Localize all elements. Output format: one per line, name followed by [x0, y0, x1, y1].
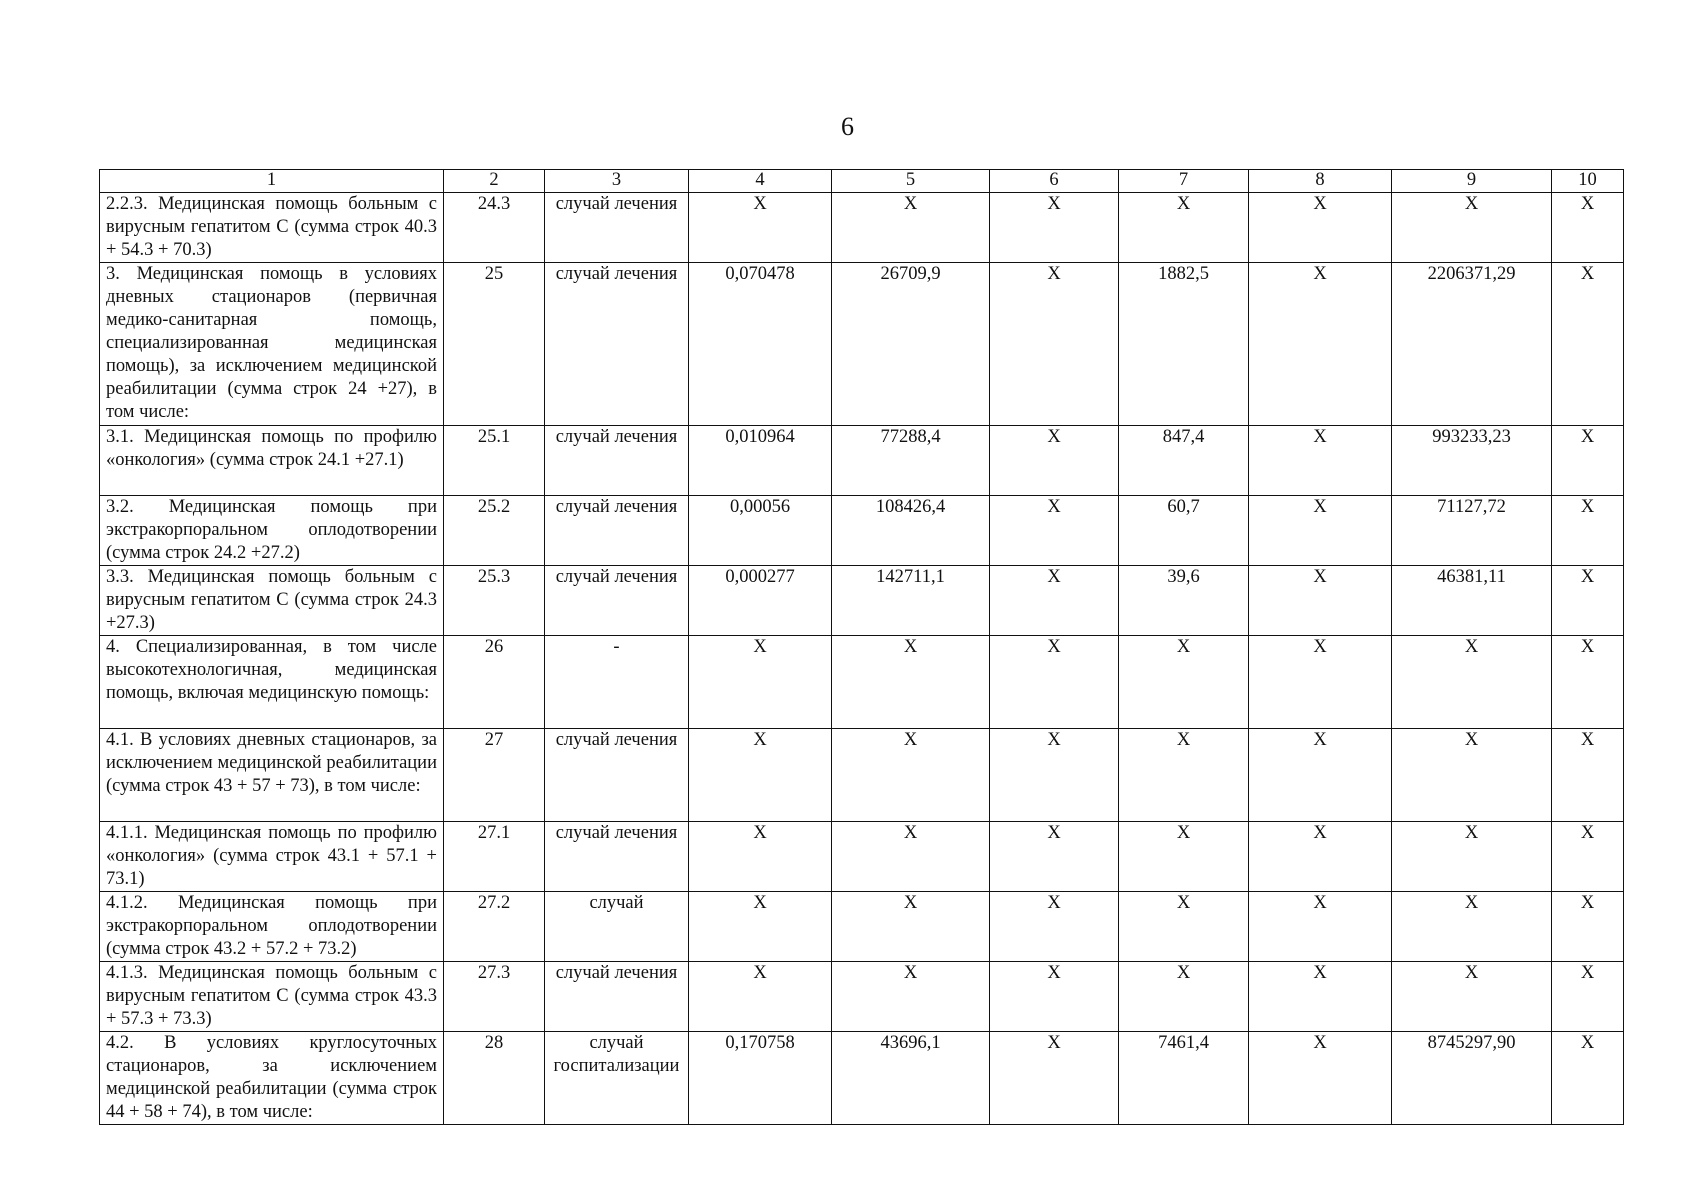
cell-col5: X — [832, 193, 990, 263]
table-row — [100, 822, 1624, 892]
cell-col4: 0,000277 — [689, 566, 832, 636]
row-code: 25.2 — [444, 496, 545, 566]
row-description: 3.3. Медицинская помощь больным с вирусным гепатитом С (сумма строк 24.3 +27.3) — [100, 566, 444, 636]
cell-col8: X — [1249, 263, 1392, 426]
cell-col8: X — [1249, 962, 1392, 1032]
column-header: 2 — [444, 170, 545, 193]
cell-col7: X — [1119, 636, 1249, 729]
cell-col9: X — [1392, 636, 1552, 729]
row-code: 27.1 — [444, 822, 545, 892]
cell-col9: 993233,23 — [1392, 426, 1552, 496]
cell-col8: X — [1249, 636, 1392, 729]
cell-col10: X — [1552, 1032, 1624, 1125]
column-header: 4 — [689, 170, 832, 193]
cell-col10: X — [1552, 822, 1624, 892]
cell-col8: X — [1249, 496, 1392, 566]
row-description: 4.1.3. Медицинская помощь больным с вирусным гепатитом С (сумма строк 43.3 + 57.3 + 73.3) — [100, 962, 444, 1032]
cell-col6: X — [990, 263, 1119, 426]
cell-col5: X — [832, 636, 990, 729]
cell-col7: X — [1119, 892, 1249, 962]
cell-col4: X — [689, 892, 832, 962]
row-unit: случай лечения — [545, 193, 689, 263]
row-description: 4.1.1. Медицинская помощь по профилю «онкология» (сумма строк 43.1 + 57.1 + 73.1) — [100, 822, 444, 892]
cell-col9: 8745297,90 — [1392, 1032, 1552, 1125]
cell-col5: X — [832, 729, 990, 822]
cell-col6: X — [990, 822, 1119, 892]
cell-col10: X — [1552, 636, 1624, 729]
cell-col6: X — [990, 636, 1119, 729]
cell-col9: 2206371,29 — [1392, 263, 1552, 426]
cell-col10: X — [1552, 729, 1624, 822]
cell-col4: 0,170758 — [689, 1032, 832, 1125]
cell-col9: X — [1392, 729, 1552, 822]
cell-col10: X — [1552, 263, 1624, 426]
cell-col7: X — [1119, 729, 1249, 822]
cell-col10: X — [1552, 426, 1624, 496]
cell-col7: 847,4 — [1119, 426, 1249, 496]
table-row — [100, 496, 1624, 566]
cell-col6: X — [990, 193, 1119, 263]
cell-col5: X — [832, 822, 990, 892]
row-description: 4.2. В условиях круглосуточных стационаров, за исключением медицинской реабилитации (сумма строк 44 + 58 + 74), в том числе: — [100, 1032, 444, 1125]
cell-col7: 7461,4 — [1119, 1032, 1249, 1125]
cell-col9: X — [1392, 892, 1552, 962]
table-row — [100, 566, 1624, 636]
row-description: 3. Медицинская помощь в условиях дневных стационаров (первичная медико-санитарная помощь, специализированная медицинская помощь), за исключением медицинской реабилитации (сумма строк 24 +27), в том числе: — [100, 263, 444, 426]
row-description: 3.1. Медицинская помощь по профилю «онкология» (сумма строк 24.1 +27.1) — [100, 426, 444, 496]
cell-col8: X — [1249, 892, 1392, 962]
page-number: 6 — [841, 112, 854, 141]
row-code: 27 — [444, 729, 545, 822]
cell-col5: 108426,4 — [832, 496, 990, 566]
cell-col9: X — [1392, 193, 1552, 263]
row-unit: случай — [545, 892, 689, 962]
cell-col10: X — [1552, 962, 1624, 1032]
cell-col8: X — [1249, 426, 1392, 496]
cell-col5: 77288,4 — [832, 426, 990, 496]
column-header: 1 — [100, 170, 444, 193]
cell-col9: 46381,11 — [1392, 566, 1552, 636]
table-row — [100, 263, 1624, 426]
column-header: 10 — [1552, 170, 1624, 193]
cell-col9: X — [1392, 962, 1552, 1032]
cell-col4: X — [689, 822, 832, 892]
row-unit: случай лечения — [545, 426, 689, 496]
row-description: 4.1. В условиях дневных стационаров, за исключением медицинской реабилитации (сумма строк 43 + 57 + 73), в том числе: — [100, 729, 444, 822]
row-description: 4.1.2. Медицинская помощь при экстракорпоральном оплодотворении (сумма строк 43.2 + 57.2 + 73.2) — [100, 892, 444, 962]
row-unit: случай госпитализации — [545, 1032, 689, 1125]
cell-col4: 0,00056 — [689, 496, 832, 566]
column-header: 9 — [1392, 170, 1552, 193]
row-description: 2.2.3. Медицинская помощь больным с вирусным гепатитом С (сумма строк 40.3 + 54.3 + 70.3) — [100, 193, 444, 263]
row-unit: случай лечения — [545, 496, 689, 566]
row-code: 27.2 — [444, 892, 545, 962]
cell-col4: X — [689, 193, 832, 263]
cell-col6: X — [990, 962, 1119, 1032]
table-row — [100, 193, 1624, 263]
cell-col8: X — [1249, 729, 1392, 822]
cell-col5: X — [832, 892, 990, 962]
cell-col6: X — [990, 496, 1119, 566]
cell-col7: X — [1119, 822, 1249, 892]
column-header: 3 — [545, 170, 689, 193]
cell-col8: X — [1249, 193, 1392, 263]
cell-col4: X — [689, 729, 832, 822]
cell-col9: X — [1392, 822, 1552, 892]
cell-col7: X — [1119, 962, 1249, 1032]
row-code: 25 — [444, 263, 545, 426]
cell-col4: 0,070478 — [689, 263, 832, 426]
cell-col10: X — [1552, 566, 1624, 636]
cell-col4: 0,010964 — [689, 426, 832, 496]
cell-col8: X — [1249, 1032, 1392, 1125]
cell-col5: 43696,1 — [832, 1032, 990, 1125]
table-row — [100, 729, 1624, 822]
row-description: 4. Специализированная, в том числе высокотехнологичная, медицинская помощь, включая медицинскую помощь: — [100, 636, 444, 729]
header-row — [100, 170, 1624, 193]
cell-col4: X — [689, 636, 832, 729]
column-header: 5 — [832, 170, 990, 193]
column-header: 6 — [990, 170, 1119, 193]
row-unit: - — [545, 636, 689, 729]
cell-col6: X — [990, 729, 1119, 822]
row-unit: случай лечения — [545, 566, 689, 636]
table-row — [100, 426, 1624, 496]
row-code: 28 — [444, 1032, 545, 1125]
row-code: 25.3 — [444, 566, 545, 636]
column-header: 7 — [1119, 170, 1249, 193]
row-unit: случай лечения — [545, 962, 689, 1032]
column-header: 8 — [1249, 170, 1392, 193]
cell-col7: 60,7 — [1119, 496, 1249, 566]
cell-col6: X — [990, 1032, 1119, 1125]
row-code: 27.3 — [444, 962, 545, 1032]
cell-col6: X — [990, 892, 1119, 962]
cell-col6: X — [990, 426, 1119, 496]
cell-col7: 1882,5 — [1119, 263, 1249, 426]
cell-col5: 26709,9 — [832, 263, 990, 426]
data-table — [99, 169, 1624, 1125]
table-row — [100, 1032, 1624, 1125]
cell-col5: X — [832, 962, 990, 1032]
row-unit: случай лечения — [545, 263, 689, 426]
cell-col8: X — [1249, 566, 1392, 636]
cell-col7: 39,6 — [1119, 566, 1249, 636]
cell-col5: 142711,1 — [832, 566, 990, 636]
cell-col6: X — [990, 566, 1119, 636]
table-row — [100, 892, 1624, 962]
row-unit: случай лечения — [545, 822, 689, 892]
cell-col9: 71127,72 — [1392, 496, 1552, 566]
cell-col8: X — [1249, 822, 1392, 892]
cell-col10: X — [1552, 496, 1624, 566]
row-code: 25.1 — [444, 426, 545, 496]
cell-col10: X — [1552, 193, 1624, 263]
row-code: 26 — [444, 636, 545, 729]
table-row — [100, 962, 1624, 1032]
cell-col4: X — [689, 962, 832, 1032]
table-row — [100, 636, 1624, 729]
row-unit: случай лечения — [545, 729, 689, 822]
row-code: 24.3 — [444, 193, 545, 263]
cell-col7: X — [1119, 193, 1249, 263]
row-description: 3.2. Медицинская помощь при экстракорпоральном оплодотворении (сумма строк 24.2 +27.2) — [100, 496, 444, 566]
cell-col10: X — [1552, 892, 1624, 962]
